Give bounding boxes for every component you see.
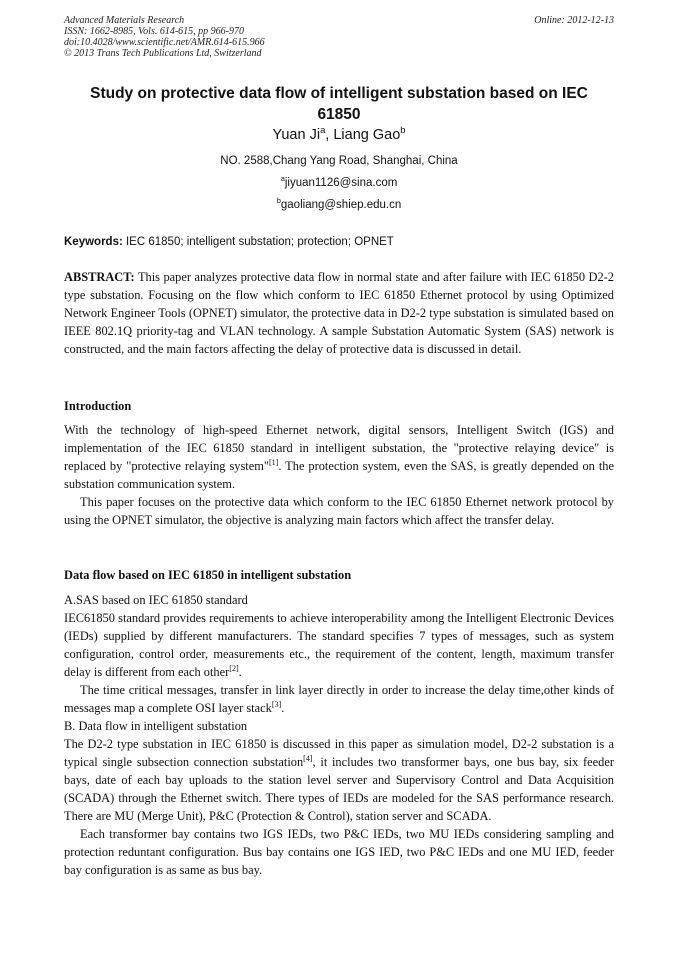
author-affil-mark: b bbox=[400, 124, 406, 136]
copyright-line: © 2013 Trans Tech Publications Ltd, Switzerland bbox=[64, 48, 262, 59]
citation: [4] bbox=[303, 753, 313, 763]
email-text: gaoliang@shiep.edu.cn bbox=[280, 199, 402, 211]
author-name: Liang Gao bbox=[333, 127, 401, 143]
citation: [1] bbox=[268, 457, 279, 467]
paragraph: Each transformer bay contains two IGS IEDs, two P&C IEDs, two MU IEDs considering sampling and protection reduntant configuration. Bus bay contains one IGS IED, two P&C IEDs and one MU IED, feeder bay configuration is as same as bus bay. bbox=[64, 827, 614, 877]
introduction-body bbox=[64, 421, 614, 529]
journal-header bbox=[64, 15, 614, 59]
paragraph-text: The time critical messages, transfer in link layer directly in order to increase the delay time,other kinds of messages map a complete OSI layer stack bbox=[64, 683, 614, 715]
email-mark: b bbox=[276, 196, 281, 206]
paragraph: This paper focuses on the protective data which conform to the IEC 61850 Ethernet network protocol by using the OPNET simulator, the objective is analyzing main factors which affect the transfer delay. bbox=[64, 495, 614, 527]
author-name: Yuan Ji bbox=[272, 127, 321, 143]
doi-line: doi:10.4028/www.scientific.net/AMR.614-615.966 bbox=[64, 37, 265, 48]
author-email bbox=[64, 174, 614, 189]
abstract-text: This paper analyzes protective data flow in normal state and after failure with IEC 61850 D2-2 type substation. Focusing on the flow which conform to IEC 61850 Ethernet protocol by using Optimized Network Engineer Tools (OPNET) simulator, the protective data in D2-2 type substation is simulated based on IEEE 802.1Q priority-tag and VLAN technology. A sample Substation Automatic System (SAS) network is constructed, and the main factors affecting the delay of protective data is discussed in detail. bbox=[64, 270, 614, 356]
paragraph bbox=[64, 421, 614, 493]
online-date: Online: 2012-12-13 bbox=[534, 15, 614, 26]
subsection-heading: B. Data flow in intelligent substation bbox=[64, 719, 248, 733]
paragraph-text: The D2-2 type substation in IEC 61850 is discussed in this paper as simulation model, D2-2 substation is a typical single subsection connection substation bbox=[64, 737, 614, 769]
paragraph-text: With the technology of high-speed Ethernet network, digital sensors, Intelligent Switch (IGS) and implementation of the IEC 61850 standard in intelligent substation, the "protective relaying device" is replaced by "protective relaying system" bbox=[64, 423, 614, 473]
author-email bbox=[64, 196, 614, 211]
section-heading: Introduction bbox=[64, 399, 132, 413]
paragraph bbox=[64, 681, 614, 717]
section-heading: Data flow based on IEC 61850 in intelligent substation bbox=[64, 568, 352, 582]
keywords-text: IEC 61850; intelligent substation; protection; OPNET bbox=[122, 236, 394, 248]
abstract-label: ABSTRACT: bbox=[64, 270, 135, 284]
abstract bbox=[64, 268, 614, 358]
author-separator: , bbox=[325, 127, 334, 143]
paragraph bbox=[64, 609, 614, 681]
keywords bbox=[64, 236, 614, 248]
keywords-label: Keywords: bbox=[64, 236, 123, 248]
subsection-heading: A.SAS based on IEC 61850 standard bbox=[64, 593, 248, 607]
email-text: jiyuan1126@sina.com bbox=[284, 177, 398, 189]
title-line-2: 61850 bbox=[317, 106, 361, 123]
paragraph bbox=[64, 735, 614, 825]
paragraph-text: . bbox=[238, 665, 242, 679]
author-list bbox=[64, 124, 614, 143]
paper-title bbox=[64, 83, 614, 125]
paragraph-text: . bbox=[281, 701, 285, 715]
journal-name: Advanced Materials Research bbox=[64, 15, 185, 26]
paragraph-text: IEC61850 standard provides requirements to achieve interoperability among the Intelligent Electronic Devices (IEDs) supplied by different manufacturers. The standard specifies 7 types of messages, such as system configuration, control order, measurements etc., the requirement of the content, length, maximum transfer delay is different from each other bbox=[64, 611, 614, 679]
title-line-1: Study on protective data flow of intelligent substation based on IEC bbox=[90, 85, 588, 102]
email-mark: a bbox=[280, 174, 285, 184]
citation: [3] bbox=[271, 699, 282, 709]
affiliation: NO. 2588,Chang Yang Road, Shanghai, China bbox=[220, 155, 458, 167]
citation: [2] bbox=[229, 663, 239, 673]
section-body bbox=[64, 591, 614, 879]
issn-line: ISSN: 1662-8985, Vols. 614-615, pp 966-970 bbox=[64, 26, 244, 37]
paragraph-text: , it includes two transformer bays, one bus bay, six feeder bays, date of each bay uploads to the station level server and Supervisory Control and Data Acquisition (SCADA) through the Ethernet switch. There types of IEDs are modeled for the SAS performance research. There are MU (Merge Unit), P&C (Protection & Control), station server and SCADA. bbox=[64, 755, 614, 823]
author-affil-mark: a bbox=[320, 124, 326, 136]
paragraph-text: . The protection system, even the SAS, is greatly depended on the substation communication system. bbox=[64, 459, 614, 491]
